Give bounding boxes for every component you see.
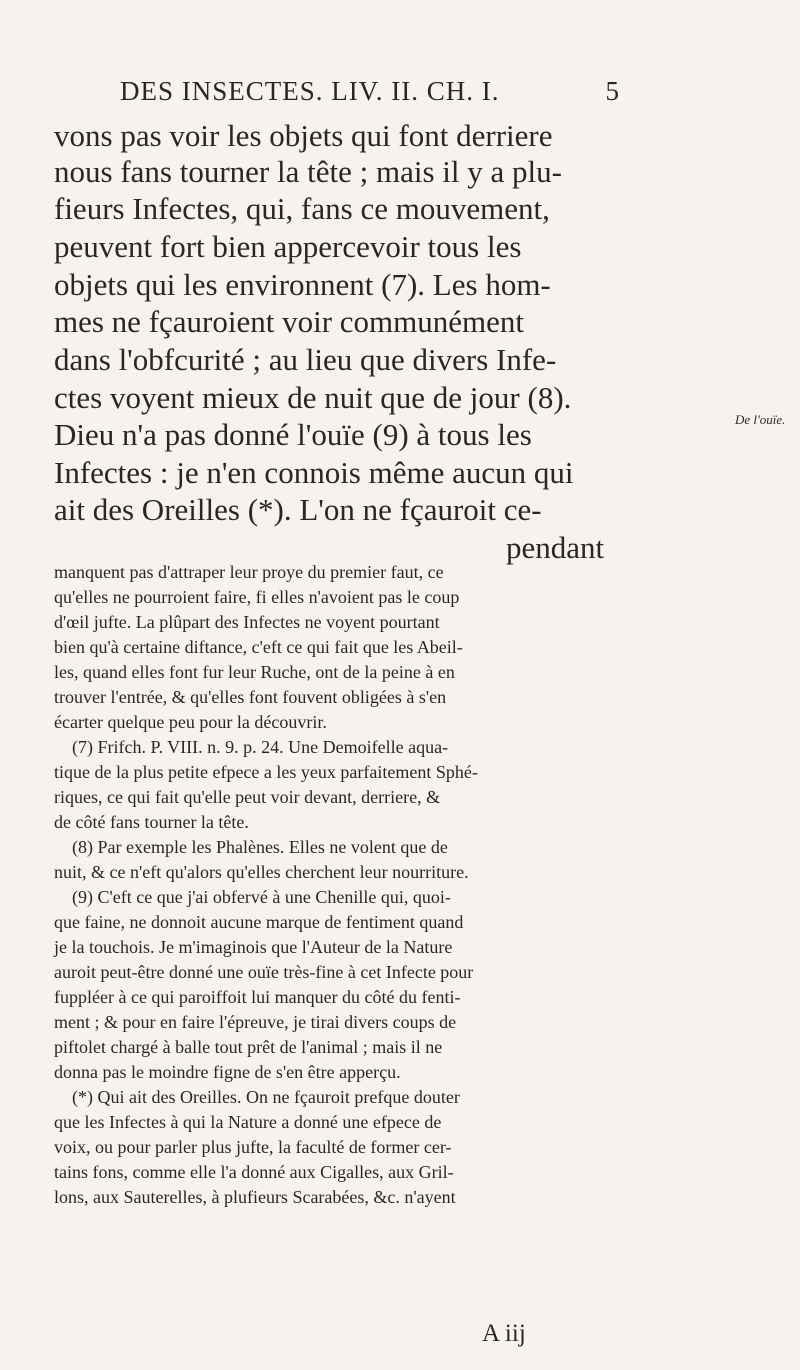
footnote-line: (8) Par exemple les Phalènes. Elles ne volent que de xyxy=(72,837,448,857)
footnote-line: écarter quelque peu pour la découvrir. xyxy=(54,712,327,732)
footnote-line: riques, ce qui fait qu'elle peut voir devant, derriere, & xyxy=(54,787,441,807)
text-line: mes ne fçauroient voir communément xyxy=(54,304,525,339)
margin-note: De l'ouïe. xyxy=(735,412,786,427)
signature-mark: A iij xyxy=(482,1320,526,1347)
catchword: pendant xyxy=(506,530,605,565)
footnote-line: manquent pas d'attraper leur proye du premier faut, ce xyxy=(54,562,444,582)
text-line: nous fans tourner la tête ; mais il y a plu- xyxy=(54,154,562,189)
footnote-line: ment ; & pour en faire l'épreuve, je tirai divers coups de xyxy=(54,1012,457,1032)
footnote-line: voix, ou pour parler plus jufte, la faculté de former cer- xyxy=(54,1137,452,1157)
text-line: Dieu n'a pas donné l'ouïe (9) à tous les xyxy=(54,417,532,452)
text-line: ctes voyent mieux de nuit que de jour (8). xyxy=(54,380,572,415)
footnote-line: donna pas le moindre figne de s'en être apperçu. xyxy=(54,1062,401,1082)
footnote-line: d'œil jufte. La plûpart des Infectes ne voyent pourtant xyxy=(54,612,440,632)
running-header xyxy=(120,76,620,116)
footnote-line: trouver l'entrée, & qu'elles font fouvent obligées à s'en xyxy=(54,687,447,707)
footnote-line: fuppléer à ce qui paroiffoit lui manquer du côté du fenti- xyxy=(54,987,461,1007)
footnote-line: tique de la plus petite efpece a les yeux parfaitement Sphé- xyxy=(54,762,478,782)
text-line: dans l'obfcurité ; au lieu que divers Infe- xyxy=(54,342,557,377)
text-line: Infectes : je n'en connois même aucun qui xyxy=(54,455,574,490)
page-number: 5 xyxy=(605,76,620,106)
footnote-line: les, quand elles font fur leur Ruche, ont de la peine à en xyxy=(54,662,455,682)
text-line: objets qui les environnent (7). Les hom- xyxy=(54,267,551,302)
footnote-line: lons, aux Sauterelles, à plufieurs Scarabées, &c. n'ayent xyxy=(54,1187,456,1207)
footnote-line: (7) Frifch. P. VIII. n. 9. p. 24. Une Demoifelle aqua- xyxy=(72,737,449,757)
footnote-line: (*) Qui ait des Oreilles. On ne fçauroit prefque douter xyxy=(72,1087,460,1107)
footnote-line: qu'elles ne pourroient faire, fi elles n'avoient pas le coup xyxy=(54,587,460,607)
text-line: ait des Oreilles (*). L'on ne fçauroit ce- xyxy=(54,492,542,527)
footnote-line: auroit peut-être donné une ouïe très-fine à cet Infecte pour xyxy=(54,962,474,982)
footnote-line: tains fons, comme elle l'a donné aux Cigalles, aux Gril- xyxy=(54,1162,454,1182)
text-line: fieurs Infectes, qui, fans ce mouvement, xyxy=(54,191,550,226)
footnote-line: de côté fans tourner la tête. xyxy=(54,812,249,832)
footnote-line: nuit, & ce n'eft qu'alors qu'elles cherchent leur nourriture. xyxy=(54,862,469,882)
text-line: vons pas voir les objets qui font derriere xyxy=(54,118,553,153)
footnote-line: piftolet chargé à balle tout prêt de l'animal ; mais il ne xyxy=(54,1037,443,1057)
footnote-line: bien qu'à certaine diftance, c'eft ce qui fait que les Abeil- xyxy=(54,637,463,657)
text-line: peuvent fort bien appercevoir tous les xyxy=(54,229,522,264)
footnote-line: (9) C'eft ce que j'ai obfervé à une Chenille qui, quoi- xyxy=(72,887,451,907)
footnote-line: je la touchois. Je m'imaginois que l'Auteur de la Nature xyxy=(54,937,453,957)
footnote-line: que faine, ne donnoit aucune marque de fentiment quand xyxy=(54,912,464,932)
running-title: DES INSECTES. LIV. II. CH. I. xyxy=(120,76,500,106)
footnote-line: que les Infectes à qui la Nature a donné une efpece de xyxy=(54,1112,442,1132)
